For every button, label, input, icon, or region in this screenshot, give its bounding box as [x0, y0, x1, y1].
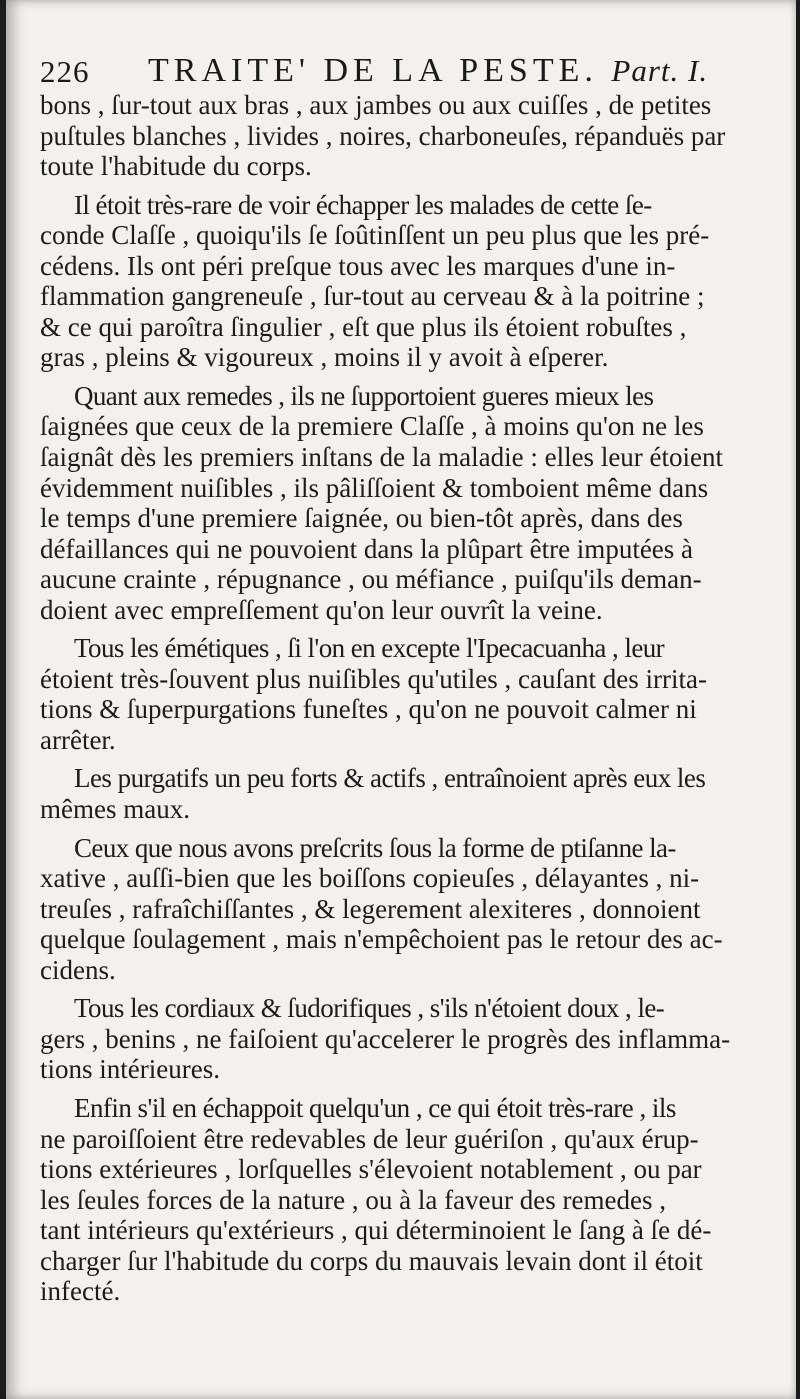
paragraph [40, 763, 768, 824]
text-line: cidens. [40, 954, 116, 985]
part-label: Part. I. [611, 53, 709, 88]
book-page [6, 0, 796, 1399]
text-line: ſaignées que ceux de la premiere Claſſe , à moins qu'on ne les [40, 411, 704, 442]
running-title-text: TRAITE' DE LA PESTE. [148, 52, 598, 89]
text-line: aucune crainte , répugnance , ou méfiance , puiſqu'ils deman- [40, 564, 702, 595]
text-line: Tous les cordiaux & ſudorifiques , s'ils n'étoient doux , le- [74, 993, 665, 1024]
body-text [40, 90, 768, 1307]
page-number: 226 [40, 54, 90, 89]
text-line: tant intérieurs qu'extérieurs , qui déterminoient le ſang à ſe dé- [40, 1215, 712, 1246]
text-line: évidemment nuiſibles , ils pâliſſoient & tomboient même dans [40, 472, 709, 503]
text-line: arrêter. [40, 724, 116, 755]
paragraph [40, 833, 768, 986]
text-line: conde Claſſe , quoiqu'ils ſe ſoûtinſſent un peu plus que les pré- [40, 220, 710, 251]
paragraph-gap [40, 985, 768, 993]
paragraph-gap [40, 625, 768, 633]
text-line: xative , auſſi-bien que les boiſſons copieuſes , délayantes , ni- [40, 863, 700, 894]
text-line: bons , ſur-tout aux bras , aux jambes ou aux cuiſſes , de petites [40, 90, 712, 120]
text-line: cédens. Ils ont péri preſque tous avec les marques d'une in- [40, 250, 676, 281]
text-line: quelque ſoulagement , mais n'empêchoient pas le retour des ac- [40, 924, 723, 955]
text-line: Quant aux remedes , ils ne ſupportoient gueres mieux les [74, 380, 654, 411]
text-line: Tous les émétiques , ſi l'on en excepte l'Ipecacuanha , leur [74, 633, 665, 664]
text-line: défaillances qui ne pouvoient dans la plûpart être imputées à [40, 533, 694, 564]
text-line: Il étoit très-rare de voir échapper les malades de cette ſe- [74, 189, 652, 220]
paragraph-gap [40, 1085, 768, 1093]
text-line: tions & ſuperpurgations funeſtes , qu'on ne pouvoit calmer ni [40, 694, 697, 725]
text-line: le temps d'une premiere ſaignée, ou bien-tôt après, dans des [40, 503, 683, 534]
paragraph [40, 993, 768, 1085]
text-line: étoient très-ſouvent plus nuiſibles qu'utiles , cauſant des irrita- [40, 663, 707, 694]
paragraph [40, 90, 768, 182]
text-line: charger ſur l'habitude du corps du mauvais levain dont il étoit [40, 1245, 703, 1276]
text-line: tions intérieures. [40, 1054, 220, 1085]
paragraph [40, 1093, 768, 1307]
text-line: gras , pleins & vigoureux , moins il y avoit à eſperer. [40, 342, 609, 373]
text-line: doient avec empreſſement qu'on leur ouvrît la veine. [40, 594, 603, 625]
text-line: les ſeules forces de la nature , ou à la faveur des remedes , [40, 1184, 666, 1215]
text-line: Les purgatifs un peu forts & actifs , entraînoient après eux les [74, 763, 706, 794]
text-line: infecté. [40, 1276, 121, 1307]
text-line: Ceux que nous avons preſcrits ſous la forme de ptiſanne la- [74, 832, 676, 863]
text-line: flammation gangreneuſe , ſur-tout au cerveau & à la poitrine ; [40, 281, 705, 312]
paragraph-gap [40, 825, 768, 833]
text-line: & ce qui paroîtra ſingulier , eſt que plus ils étoient robuſtes , [40, 311, 687, 342]
text-line: ne paroiſſoient être redevables de leur guériſon , qu'aux érup- [40, 1123, 699, 1154]
paragraph [40, 381, 768, 625]
page-header [40, 52, 740, 92]
text-line: toute l'habitude du corps. [40, 151, 312, 182]
text-line: treuſes , rafraîchiſſantes , & legerement alexiteres , donnoient [40, 893, 701, 924]
text-line: puſtules blanches , livides , noires, charboneuſes, répanduës par [40, 120, 726, 151]
text-line: ſaignât dès les premiers inſtans de la maladie : elles leur étoient [40, 442, 724, 473]
paragraph-gap [40, 182, 768, 190]
text-line: mêmes maux. [40, 794, 190, 825]
paragraph-gap [40, 755, 768, 763]
paragraph-gap [40, 373, 768, 381]
running-title [148, 52, 708, 90]
text-line: gers , benins , ne faiſoient qu'accelerer le progrès des inflamma- [40, 1023, 731, 1054]
paragraph [40, 190, 768, 373]
text-line: Enfin s'il en échappoit quelqu'un , ce qui étoit très-rare , ils [74, 1092, 676, 1123]
text-line: tions extérieures , lorſquelles s'élevoient notablement , ou par [40, 1154, 702, 1185]
paragraph [40, 633, 768, 755]
